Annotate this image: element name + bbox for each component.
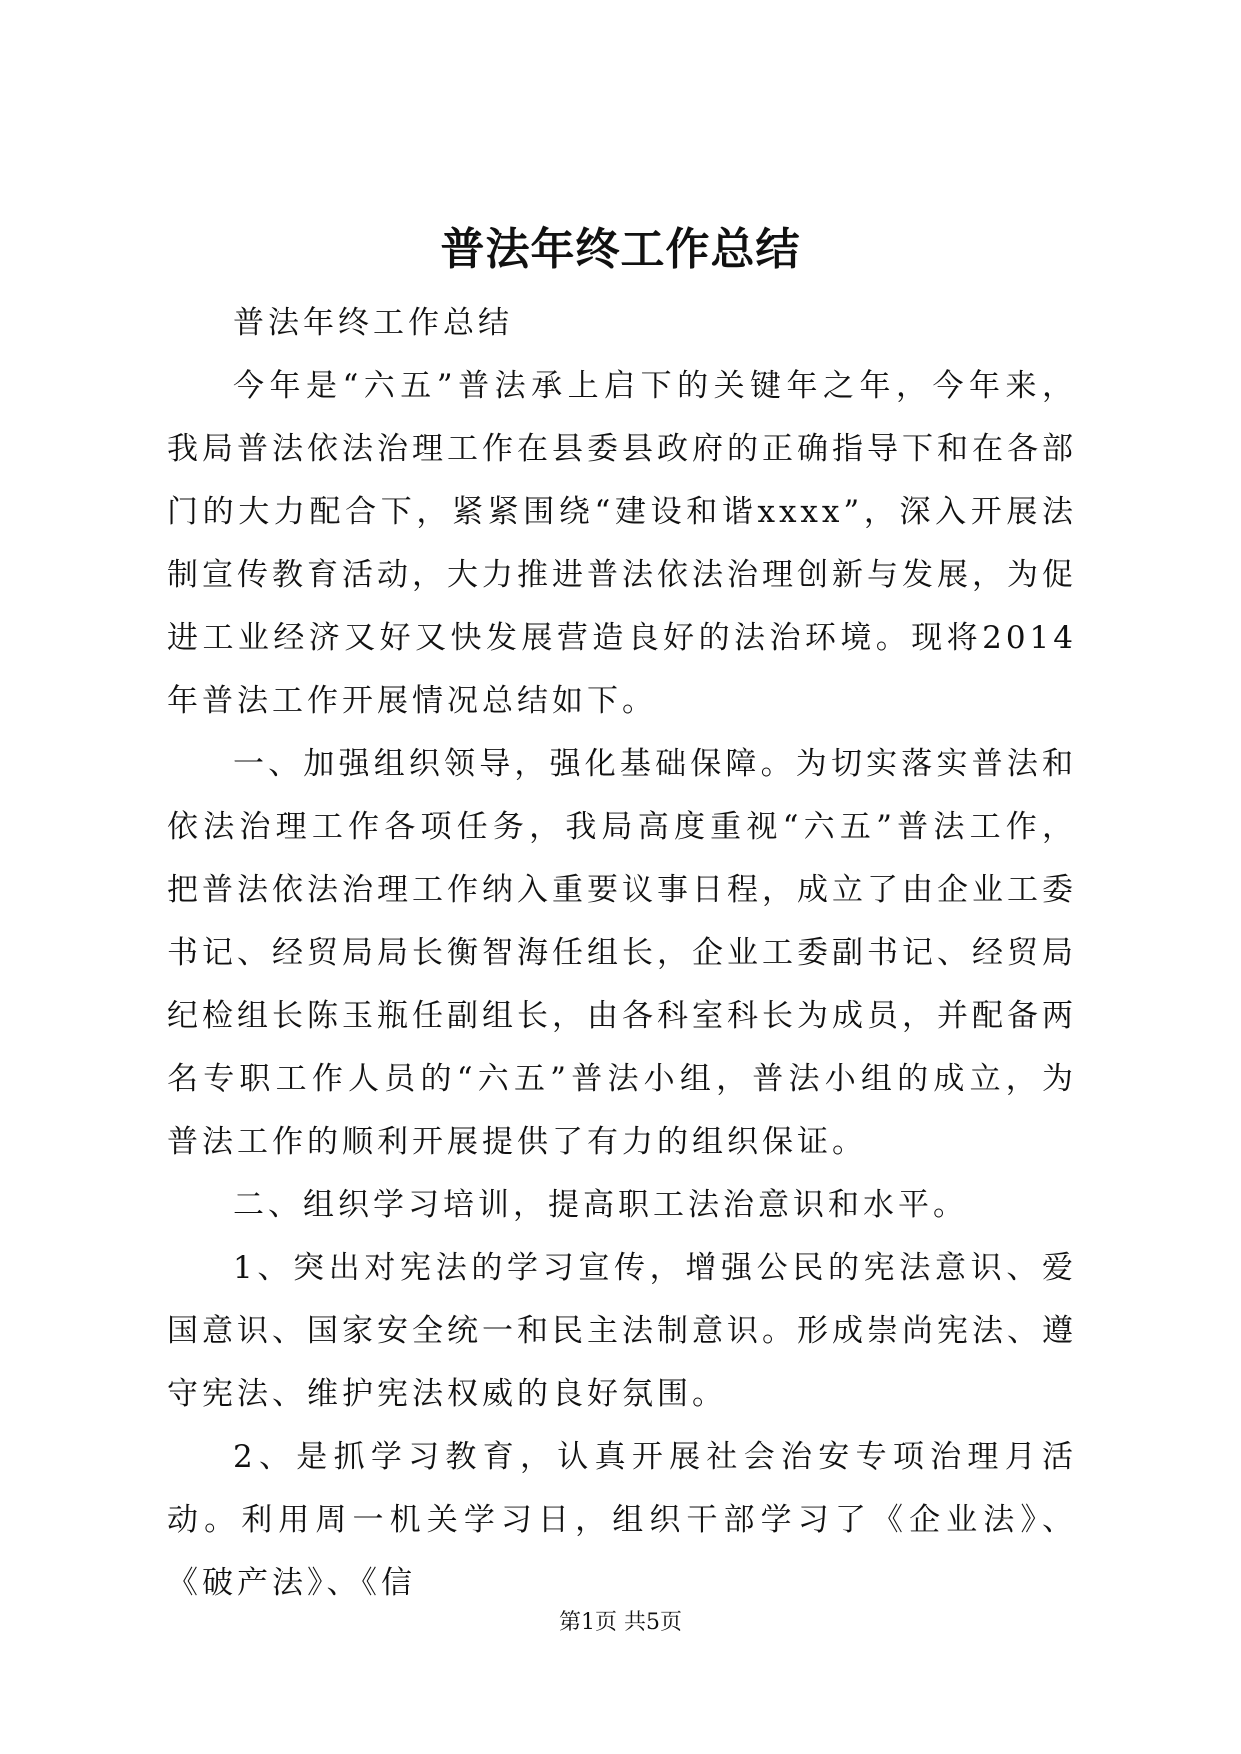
- paragraph-item-1: 1、突出对宪法的学习宣传，增强公民的宪法意识、爱国意识、国家安全统一和民主法制意识。形成崇尚宪法、遵守宪法、维护宪法权威的良好氛围。: [167, 1250, 1077, 1412]
- paragraph-subtitle: 普法年终工作总结: [233, 305, 513, 341]
- paragraph-intro: 今年是“六五”普法承上启下的关键年之年，今年来，我局普法依法治理工作在县委县政府的正确指导下和在各部门的大力配合下，紧紧围绕“建设和谐xxxx”，深入开展法制宣传教育活动，大力推进普法依法治理创新与发展，为促进工业经济又好又快发展营造良好的法治环境。现将2014年普法工作开展情况总结如下。: [167, 368, 1077, 719]
- paragraph-section-1: 一、加强组织领导，强化基础保障。为切实落实普法和依法治理工作各项任务，我局高度重视“六五”普法工作，把普法依法治理工作纳入重要议事日程，成立了由企业工委书记、经贸局局长衡智海任组长，企业工委副书记、经贸局纪检组长陈玉瓶任副组长，由各科室科长为成员，并配备两名专职工作人员的“六五”普法小组，普法小组的成立，为普法工作的顺利开展提供了有力的组织保证。: [167, 746, 1077, 1160]
- document-title: 普法年终工作总结: [440, 224, 801, 275]
- paragraph-item-2: 2、是抓学习教育，认真开展社会治安专项治理月活动。利用周一机关学习日，组织干部学习了《企业法》、《破产法》、《信: [167, 1439, 1077, 1601]
- document-body: [167, 292, 1077, 1615]
- paragraph-section-2: 二、组织学习培训，提高职工法治意识和水平。: [233, 1187, 968, 1223]
- page-number-footer: 第1页 共5页: [559, 1610, 682, 1635]
